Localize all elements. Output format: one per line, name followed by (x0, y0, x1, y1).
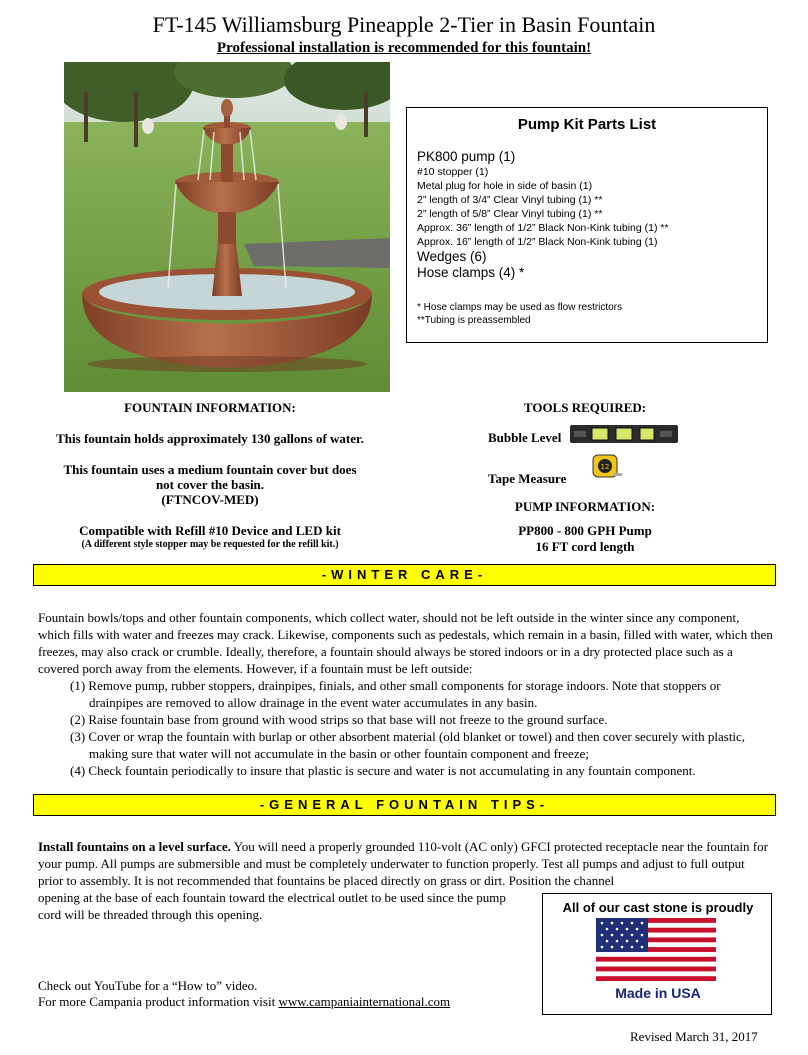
list-item: Approx. 16” length of 1/2” Black Non-Kink tubing (1) (417, 236, 658, 248)
tips-body: You will need a properly grounded 110-volt (AC only) GFCI protected receptacle near the fountain for your pump. All pumps are submersible and must be completely underwater to function properly. Test all pumps and adjust to full output prior to assembly. It is not recommended that fountains be placed directly on grass or dirt. Position the channel (38, 839, 768, 888)
more-info-line (38, 994, 450, 1010)
pump-kit-note: **Tubing is preassembled (417, 315, 531, 326)
us-flag-icon (596, 918, 716, 981)
made-in-usa-text: Made in USA (615, 985, 701, 1001)
pump-kit-note: * Hose clamps may be used as flow restrictors (417, 302, 623, 313)
pump-info-heading: PUMP INFORMATION: (514, 499, 656, 514)
pump-kit-title: Pump Kit Parts List (517, 116, 657, 133)
usa-caption: All of our cast stone is proudly (562, 900, 754, 915)
gallons-text: This fountain holds approximately 130 gallons of water. (56, 431, 364, 446)
winter-care-steps (70, 677, 770, 779)
pump-kit-parts-list (406, 107, 768, 343)
campania-website-link[interactable]: www.campaniainternational.com (278, 994, 451, 1009)
winter-care-intro: Fountain bowls/tops and other fountain components, which collect water, should not be left outside in the winter since any component, which fills with water and freezes may crack. Likewise, components such as pedestals, which remain in a basin, filled with water, which then freezes, may also crack or crumble. Ideally, therefore, a fountain should always be stored indoors or in a dry protected place such as a covered porch away from the elements. However, if a fountain must be left outside: (38, 610, 773, 676)
tips-lead: Install fountains on a level surface. (38, 839, 231, 854)
list-item: (4) Check fountain periodically to insure that plastic is secure and water is not accumulating in any fountain component. (70, 763, 696, 778)
page-title: FT-145 Williamsburg Pineapple 2-Tier in Basin Fountain (152, 12, 656, 37)
list-item: Metal plug for hole in side of basin (1) (417, 180, 593, 192)
cover-text-line2: not cover the basin. (155, 477, 265, 492)
youtube-text: Check out YouTube for a “How to” video. (38, 978, 258, 993)
list-item: PK800 pump (1) (417, 149, 516, 164)
made-in-usa-box (542, 893, 772, 1015)
tool-bubble-level-label: Bubble Level (488, 430, 562, 445)
cover-code: (FTNCOV-MED) (161, 492, 259, 507)
fountain-photo (64, 62, 390, 392)
list-item: (1) Remove pump, rubber stoppers, drainpipes, finials, and other small components for storage indoors. Note that stoppers or drainpipes are removed to allow drainage in the event water accumulates in any basin. (70, 678, 721, 710)
list-item: (2) Raise fountain base from ground with wood strips so that base will not freeze to the ground surface. (70, 712, 608, 727)
general-tips-bar: -GENERAL FOUNTAIN TIPS- (33, 794, 776, 816)
tool-tape-measure-label: Tape Measure (488, 471, 567, 486)
stopper-note: (A different style stopper may be requested for the refill kit.) (81, 539, 339, 550)
list-item: Hose clamps (4) * (417, 265, 525, 280)
refill-text: Compatible with Refill #10 Device and LED kit (79, 523, 341, 538)
list-item: #10 stopper (1) (417, 166, 489, 178)
bubble-level-icon (570, 423, 678, 450)
list-item: 2” length of 5/8” Clear Vinyl tubing (1) ** (417, 208, 603, 220)
list-item: 2” length of 3/4” Clear Vinyl tubing (1) ** (417, 194, 603, 206)
tools-heading: TOOLS REQUIRED: (523, 400, 647, 415)
pump-cord: 16 FT cord length (535, 539, 635, 554)
tips-body-continued: opening at the base of each fountain toward the electrical outlet to be used since the pump cord will be threaded through this opening. (38, 890, 506, 922)
general-tips-text (38, 838, 768, 889)
revised-date: Revised March 31, 2017 (630, 1029, 758, 1044)
list-item: (3) Cover or wrap the fountain with burlap or other absorbent material (old blanket or towel) and then cover securely with plastic, making sure that water will not accumulate in the basin or other fountain component and freeze; (70, 729, 746, 761)
tape-measure-label: 12 (600, 463, 610, 471)
pump-model: PP800 - 800 GPH Pump (518, 523, 652, 538)
fountain-info-heading: FOUNTAIN INFORMATION: (124, 400, 296, 415)
winter-care-bar: -WINTER CARE- (33, 564, 776, 586)
tape-measure-icon (592, 453, 622, 484)
list-item: Wedges (6) (417, 249, 487, 264)
list-item: Approx. 36” length of 1/2” Black Non-Kink tubing (1) ** (417, 222, 669, 234)
page-subtitle: Professional installation is recommended for this fountain! (216, 40, 592, 56)
cover-text-line1: This fountain uses a medium fountain cover but does (63, 462, 357, 477)
more-info-prefix: For more Campania product information visit (38, 994, 276, 1009)
